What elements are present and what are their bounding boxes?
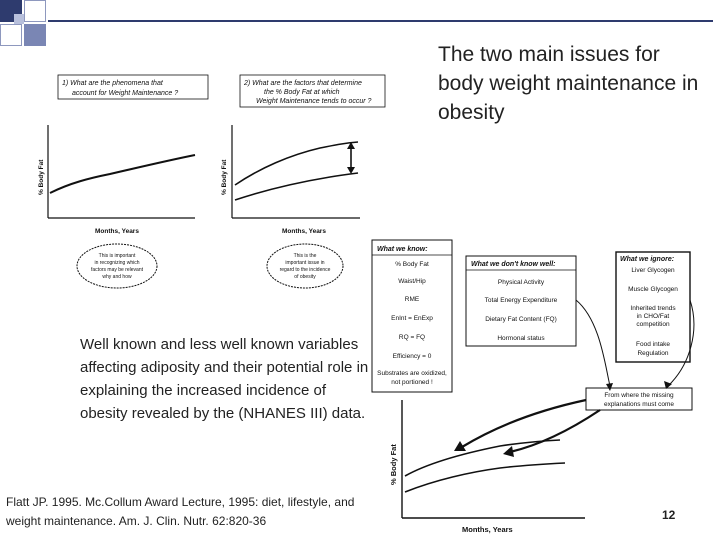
oval-1-line1: This is important [98, 253, 136, 259]
bottom-graph-curve-lower [405, 463, 565, 492]
question-2-line3: Weight Maintenance tends to occur ? [256, 98, 372, 105]
citation: Flatt JP. 1995. Mc.Collum Award Lecture, 1995: diet, lifestyle, and weight maintenance. Am. J. Clin. Nutr. 62:820-36 [6, 495, 355, 528]
dont-know-header: What we don't know well: [471, 261, 556, 268]
middle-graph-ylabel: % Body Fat [221, 159, 228, 195]
slide-title: The two main issues for body weight maintenance in obesity [438, 43, 699, 124]
left-graph-curve [50, 155, 195, 193]
ignore-item-4: in CHO/Fat [636, 313, 670, 320]
oval-1-line2: in recognizing which [94, 260, 140, 266]
oval-1-line3: factors may be relevant [91, 267, 143, 273]
oval-2-line4: of obesity [294, 274, 316, 280]
question-1-line2: account for Weight Maintenance ? [72, 90, 179, 97]
page-number: 12 [662, 508, 676, 522]
ignore-item-5: competition [636, 321, 670, 328]
know-item-1: % Body Fat [395, 261, 429, 268]
know-footer-1: Substrates are oxidized, [377, 370, 447, 377]
arrow-dont-know-to-missing [576, 300, 610, 386]
know-item-6: Efficiency = 0 [392, 353, 432, 360]
question-1-line1: 1) What are the phenomena that [62, 80, 163, 87]
bottom-graph [389, 400, 585, 534]
left-graph-xlabel: Months, Years [95, 228, 139, 235]
middle-graph-xlabel: Months, Years [282, 228, 326, 235]
question-2-line2: the % Body Fat at which [264, 89, 340, 96]
oval-1-line4: why and how [102, 274, 132, 280]
middle-graph-curve-upper [235, 142, 358, 185]
oval-1 [77, 244, 157, 288]
arrowhead-missing-lower [503, 446, 514, 457]
dont-know-item-1: Physical Activity [497, 279, 545, 286]
know-item-4: EnInt = EnExp [391, 315, 433, 322]
ignore-item-1: Liver Glycogen [631, 267, 675, 274]
ignore-item-6: Food intake [636, 341, 670, 348]
left-graph [38, 125, 195, 235]
know-item-3: RME [404, 296, 420, 303]
slide-body-text: Well known and less well known variables affecting adiposity and their potential role in explaining the increased incidence of obesity revealed by the (NHANES III) data. [80, 336, 369, 422]
arrow-missing-to-graph-2 [510, 410, 600, 452]
ignore-header: What we ignore: [620, 256, 675, 263]
oval-2 [267, 244, 343, 288]
oval-2-line3: regard to the incidence [279, 267, 331, 273]
arrow-missing-to-graph [462, 400, 586, 447]
oval-2-line2: important issue in [285, 260, 325, 266]
missing-line1: From where the missing [604, 392, 674, 399]
dont-know-item-3: Dietary Fat Content (FQ) [485, 316, 557, 323]
oval-2-line1: This is the [293, 253, 317, 259]
ignore-item-7: Regulation [637, 350, 669, 357]
bottom-graph-ylabel: % Body Fat [389, 444, 398, 485]
know-footer-2: not portioned ! [391, 379, 433, 386]
know-item-5: RQ = FQ [398, 334, 426, 341]
question-2-line1: 2) What are the factors that determine [244, 80, 362, 87]
left-graph-ylabel: % Body Fat [38, 159, 45, 195]
know-item-2: Waist/Hip [398, 278, 426, 285]
dont-know-item-2: Total Energy Expenditure [484, 297, 558, 304]
middle-graph [221, 125, 360, 235]
ignore-item-3: Inherited trends [630, 305, 676, 312]
bottom-graph-xlabel: Months, Years [462, 525, 513, 534]
dont-know-item-4: Hormonal status [497, 335, 545, 342]
middle-graph-curve-lower [235, 173, 358, 200]
ignore-item-2: Muscle Glycogen [628, 286, 678, 293]
missing-line2: explanations must come [603, 401, 675, 408]
know-header: What we know: [377, 246, 428, 253]
